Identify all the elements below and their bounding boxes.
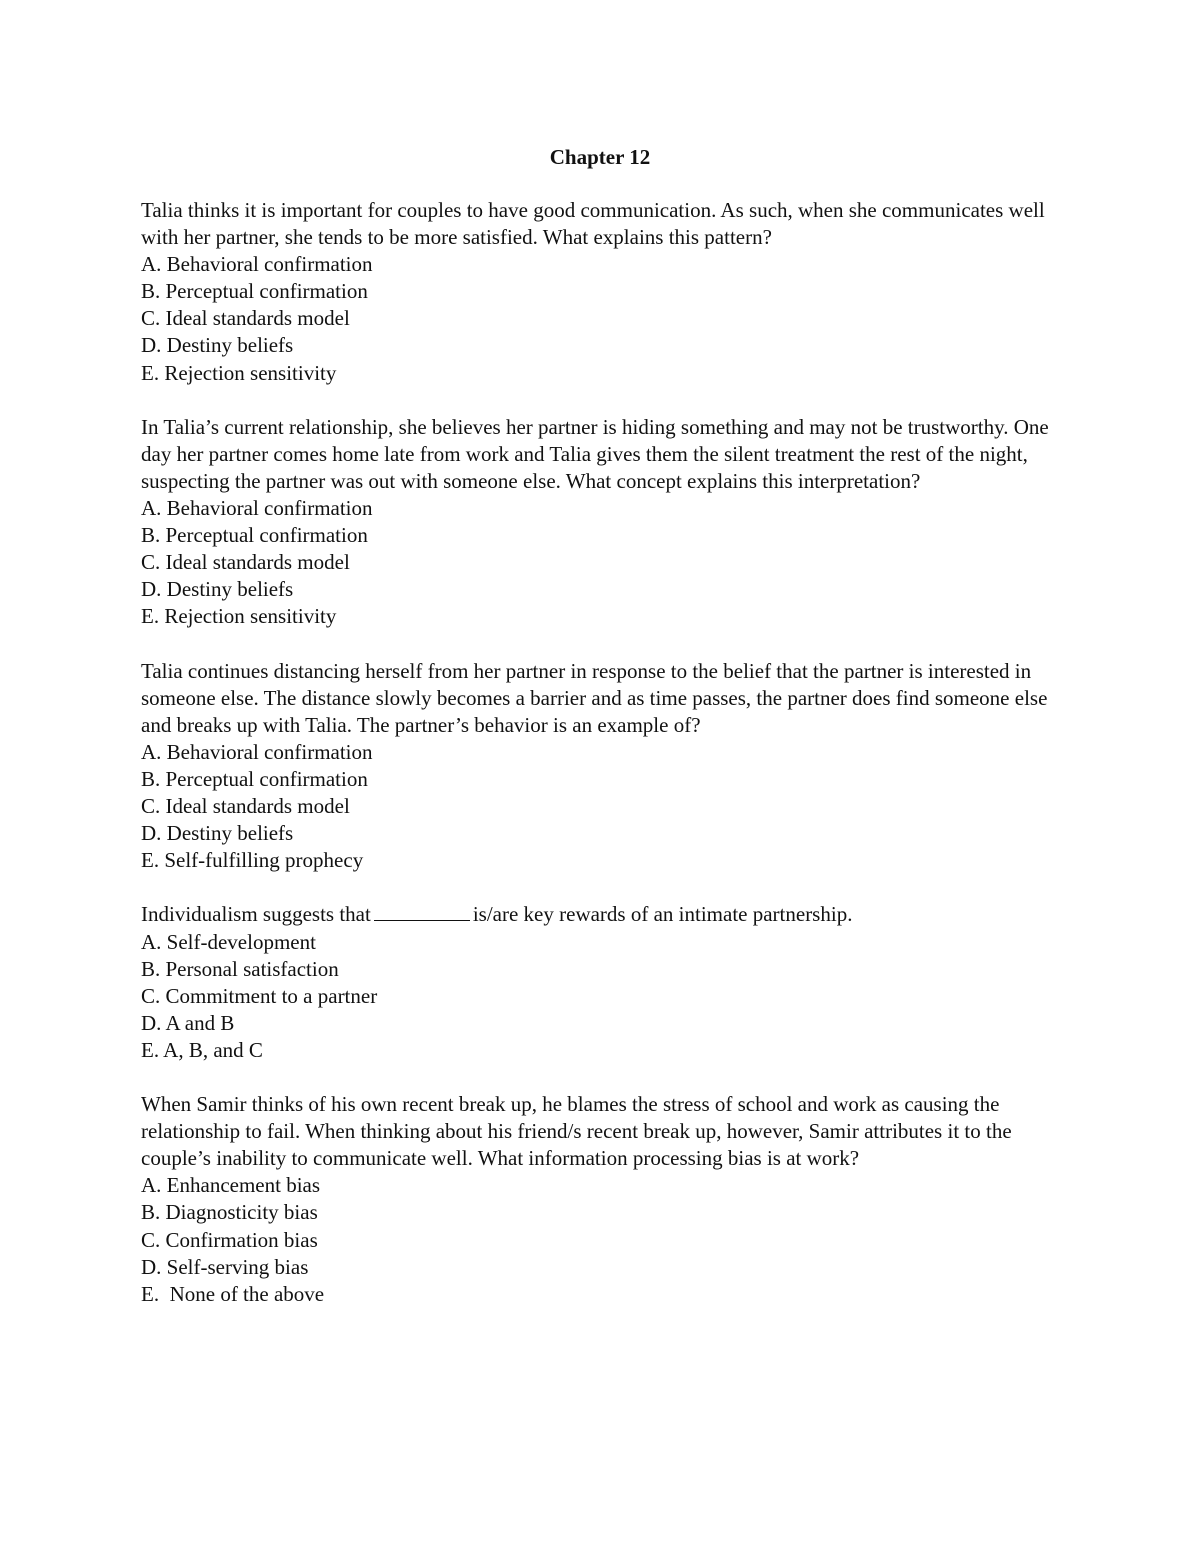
question-stem: In Talia’s current relationship, she believes her partner is hiding something and may not be trustworthy. One day her partner comes home late from work and Talia gives them the silent treatment the rest of the night, suspecting the partner was out with someone else. What concept explains this interpretation? bbox=[141, 414, 1049, 493]
answer-option-d: D. Destiny beliefs bbox=[141, 333, 294, 358]
answer-option-b: B. Personal satisfaction bbox=[141, 956, 339, 981]
answer-option-d: D. Destiny beliefs bbox=[141, 577, 294, 602]
answer-option-a: A. Behavioral confirmation bbox=[141, 252, 373, 277]
answer-option-b: B. Perceptual confirmation bbox=[141, 766, 368, 791]
answer-option-c: C. Commitment to a partner bbox=[141, 983, 378, 1008]
answer-option-c: C. Ideal standards model bbox=[141, 550, 350, 575]
question-2 bbox=[141, 414, 1071, 631]
chapter-title: Chapter 12 bbox=[549, 145, 651, 169]
answer-option-d: D. Destiny beliefs bbox=[141, 821, 294, 846]
answer-option-c: C. Ideal standards model bbox=[141, 306, 350, 331]
answer-option-a: A. Self-development bbox=[141, 929, 316, 954]
question-stem: Talia continues distancing herself from her partner in response to the belief that the partner is interested in someone else. The distance slowly becomes a barrier and as time passes, the partner does find someone else and breaks up with Talia. The partner’s behavior is an example of? bbox=[141, 658, 1048, 737]
answer-option-e: E. Self-fulfilling prophecy bbox=[141, 848, 364, 873]
question-stem-before-blank: Individualism suggests that bbox=[141, 902, 371, 927]
answer-option-a: A. Enhancement bias bbox=[141, 1173, 321, 1198]
answer-option-e: E. Rejection sensitivity bbox=[141, 604, 337, 629]
fill-in-blank-line bbox=[374, 901, 470, 921]
answer-option-a: A. Behavioral confirmation bbox=[141, 739, 373, 764]
answer-option-b: B. Perceptual confirmation bbox=[141, 279, 368, 304]
question-stem: When Samir thinks of his own recent break up, he blames the stress of school and work as causing the relationship to fail. When thinking about his friend/s recent break up, however, Samir attributes it to the couple’s inability to communicate well. What information processing bias is at work? bbox=[141, 1092, 1012, 1171]
question-stem-after-blank: is/are key rewards of an intimate partnership. bbox=[472, 902, 853, 927]
question-1 bbox=[141, 197, 1071, 387]
answer-option-e: E. Rejection sensitivity bbox=[141, 360, 337, 385]
answer-option-e: E. None of the above bbox=[141, 1281, 325, 1306]
answer-option-d: D. A and B bbox=[141, 1010, 235, 1035]
answer-option-e: E. A, B, and C bbox=[141, 1037, 263, 1062]
answer-option-c: C. Confirmation bias bbox=[141, 1227, 318, 1252]
question-5 bbox=[141, 1091, 1071, 1308]
answer-option-c: C. Ideal standards model bbox=[141, 794, 350, 819]
question-list bbox=[141, 197, 1071, 1335]
answer-option-a: A. Behavioral confirmation bbox=[141, 496, 373, 521]
question-4 bbox=[141, 901, 1071, 1064]
question-stem: Talia thinks it is important for couples to have good communication. As such, when she communicates well with her partner, she tends to be more satisfied. What explains this pattern? bbox=[141, 198, 1045, 250]
question-stem bbox=[141, 901, 1071, 928]
answer-option-b: B. Diagnosticity bias bbox=[141, 1200, 318, 1225]
answer-option-d: D. Self-serving bias bbox=[141, 1254, 309, 1279]
answer-option-b: B. Perceptual confirmation bbox=[141, 523, 368, 548]
question-3 bbox=[141, 658, 1071, 875]
